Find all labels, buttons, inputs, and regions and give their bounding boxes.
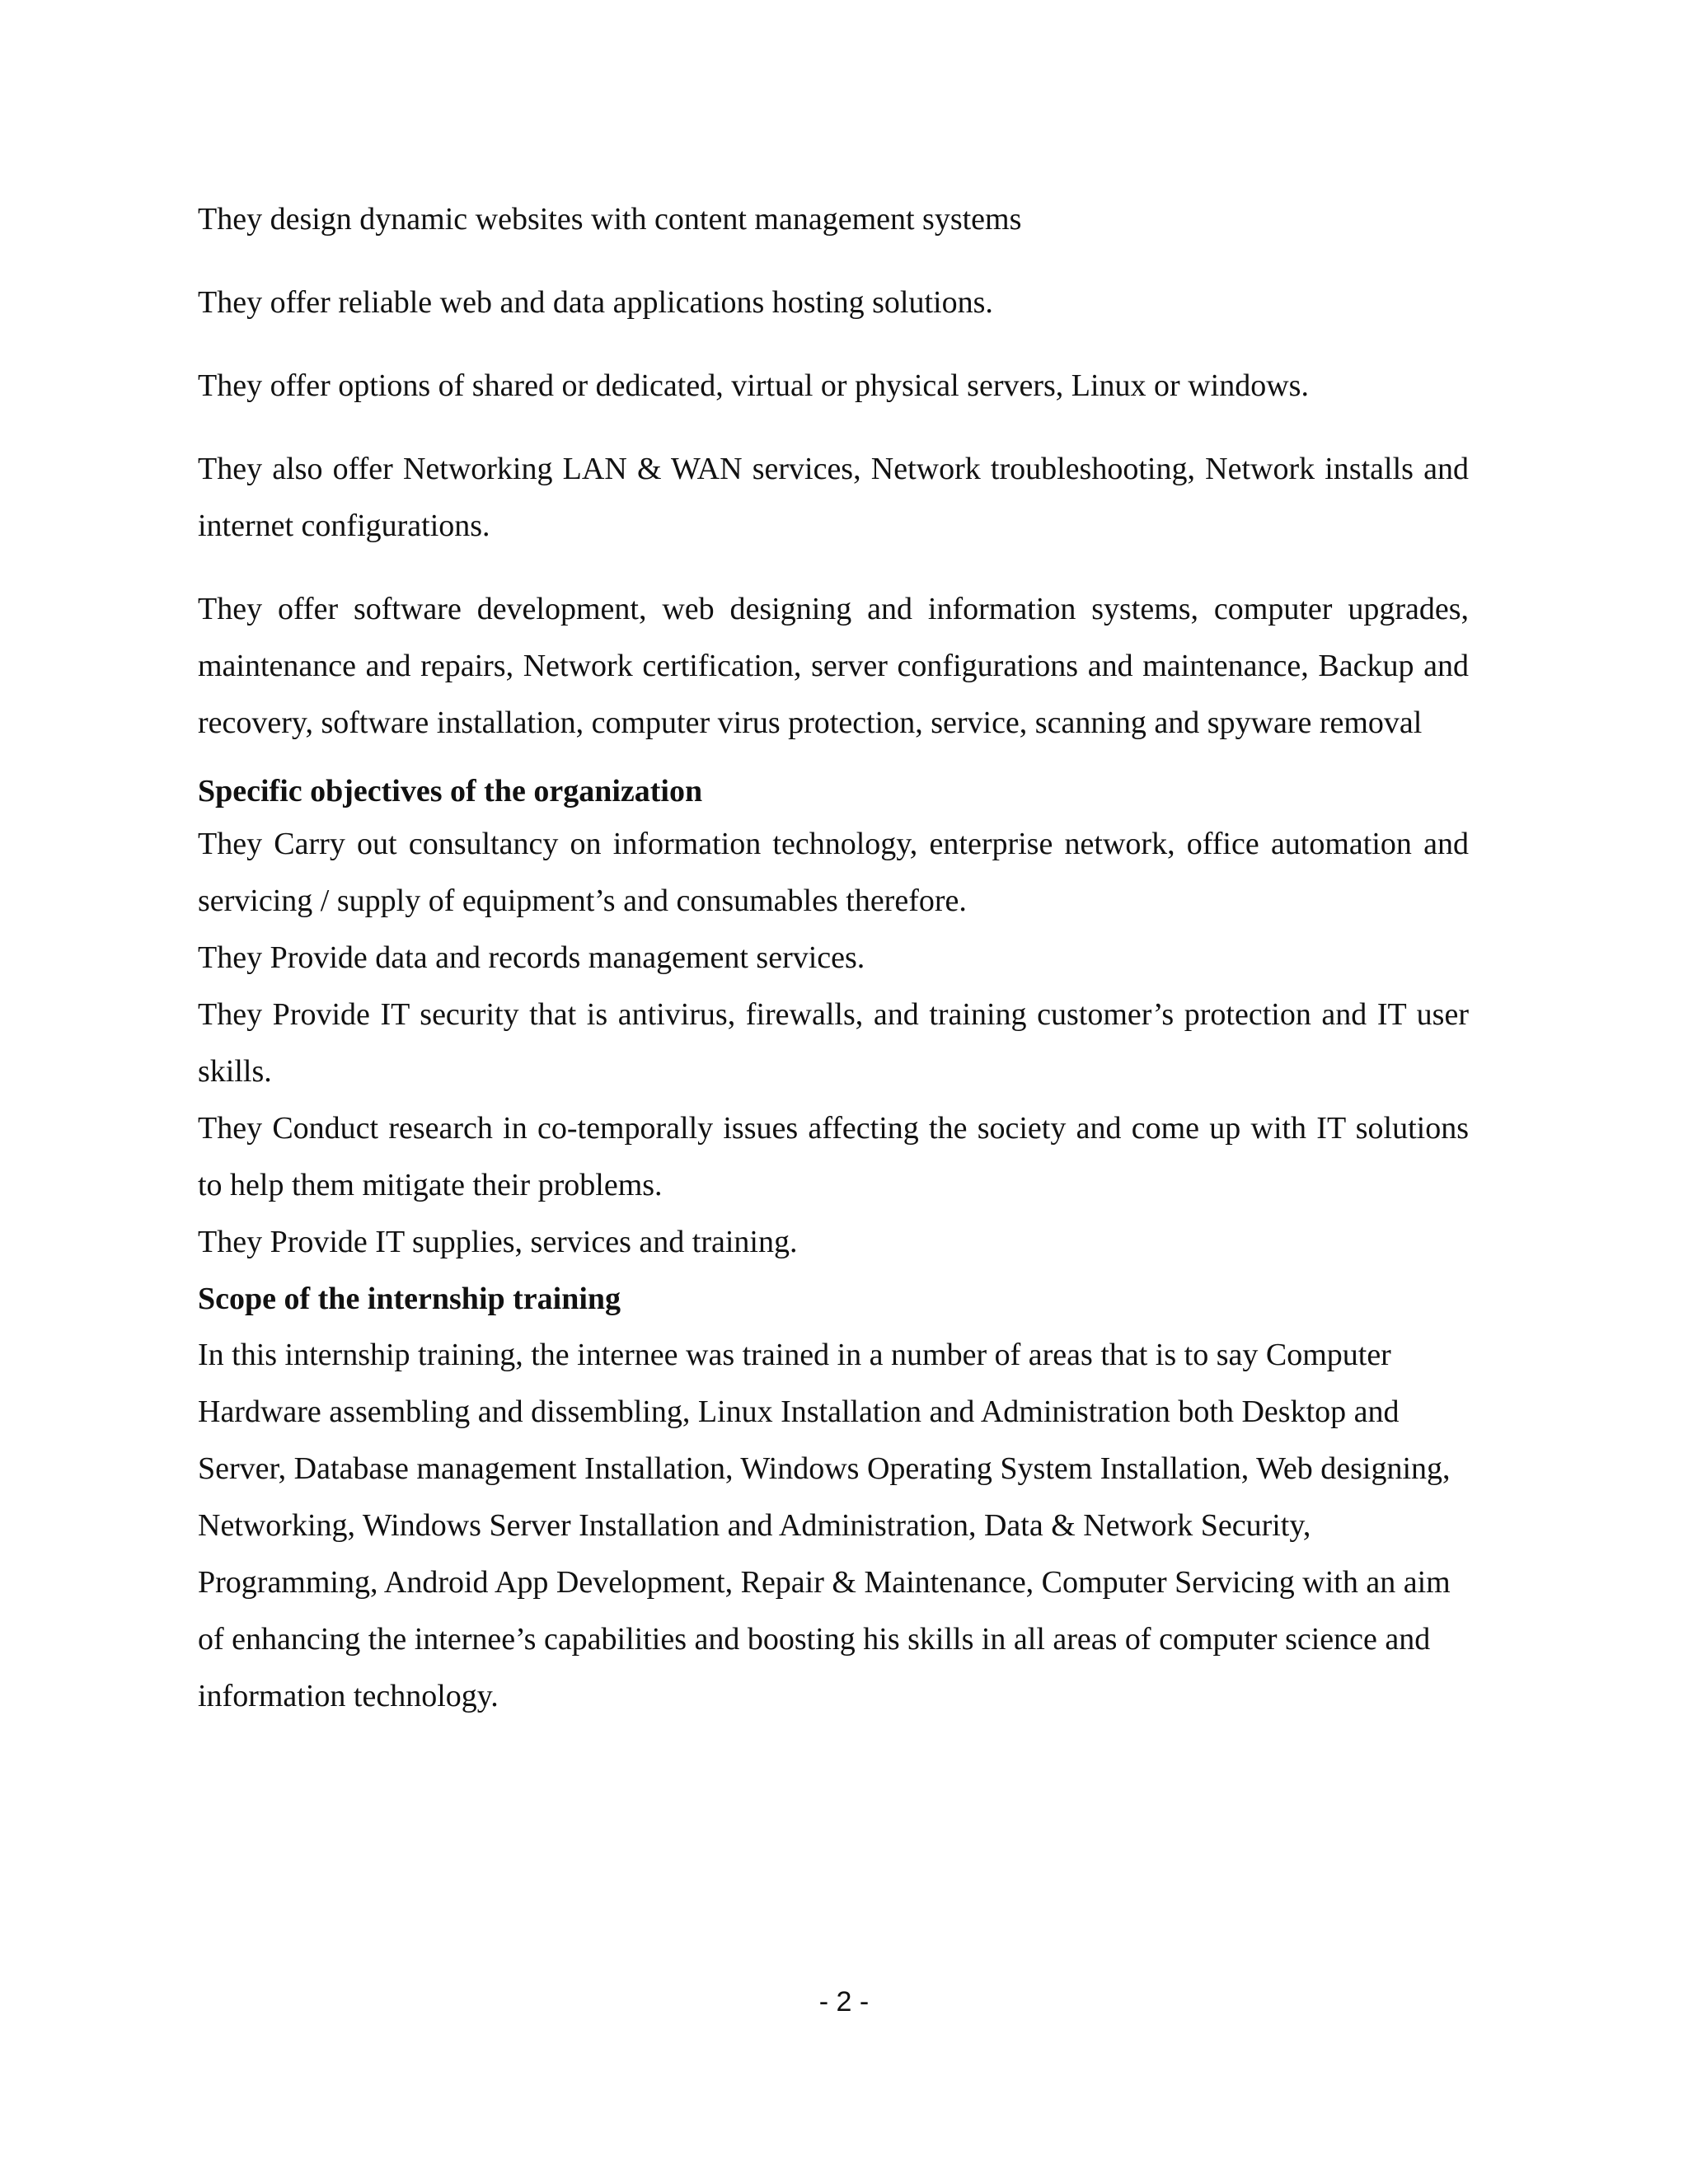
- objective-item-records-management: They Provide data and records management services.: [198, 940, 865, 975]
- section-heading-objectives: Specific objectives of the organization: [198, 774, 703, 808]
- paragraph-software-development: They offer software development, web designing and information systems, computer upgrades, maintenance and repairs, Network certification, server configurations and maintenance, Backup and recovery, software installation, computer virus protection, service, scanning and spyware removal: [198, 592, 1469, 740]
- objective-item-it-security: They Provide IT security that is antivirus, firewalls, and training customer’s protection and IT user skills.: [198, 997, 1469, 1089]
- paragraph-hosting-solutions: They offer reliable web and data applications hosting solutions.: [198, 285, 993, 320]
- page-content: [198, 191, 1469, 1725]
- objective-item-consultancy: They Carry out consultancy on information technology, enterprise network, office automation and servicing / supply of equipment’s and consumables therefore.: [198, 827, 1469, 918]
- section-heading-scope: Scope of the internship training: [198, 1282, 621, 1316]
- objective-item-it-supplies: They Provide IT supplies, services and training.: [198, 1225, 798, 1259]
- paragraph-networking-services: They also offer Networking LAN & WAN services, Network troubleshooting, Network installs and internet configurations.: [198, 452, 1469, 543]
- scope-body-paragraph: In this internship training, the internee was trained in a number of areas that is to say Computer Hardware assembling and dissembling, Linux Installation and Administration both Desktop and Server, Database management Installation, Windows Operating System Installation, Web designing, Networking, Windows Server Installation and Administration, Data & Network Security, Programming, Android App Development, Repair & Maintenance, Computer Servicing with an aim of enhancing the internee’s capabilities and boosting his skills in all areas of computer science and information technology.: [198, 1338, 1451, 1713]
- paragraph-dynamic-websites: They design dynamic websites with content management systems: [198, 202, 1022, 237]
- objective-item-research: They Conduct research in co-temporally issues affecting the society and come up with IT solutions to help them mitigate their problems.: [198, 1111, 1469, 1202]
- page-number: - 2 -: [818, 1986, 870, 2018]
- paragraph-server-options: They offer options of shared or dedicated, virtual or physical servers, Linux or windows.: [198, 368, 1309, 403]
